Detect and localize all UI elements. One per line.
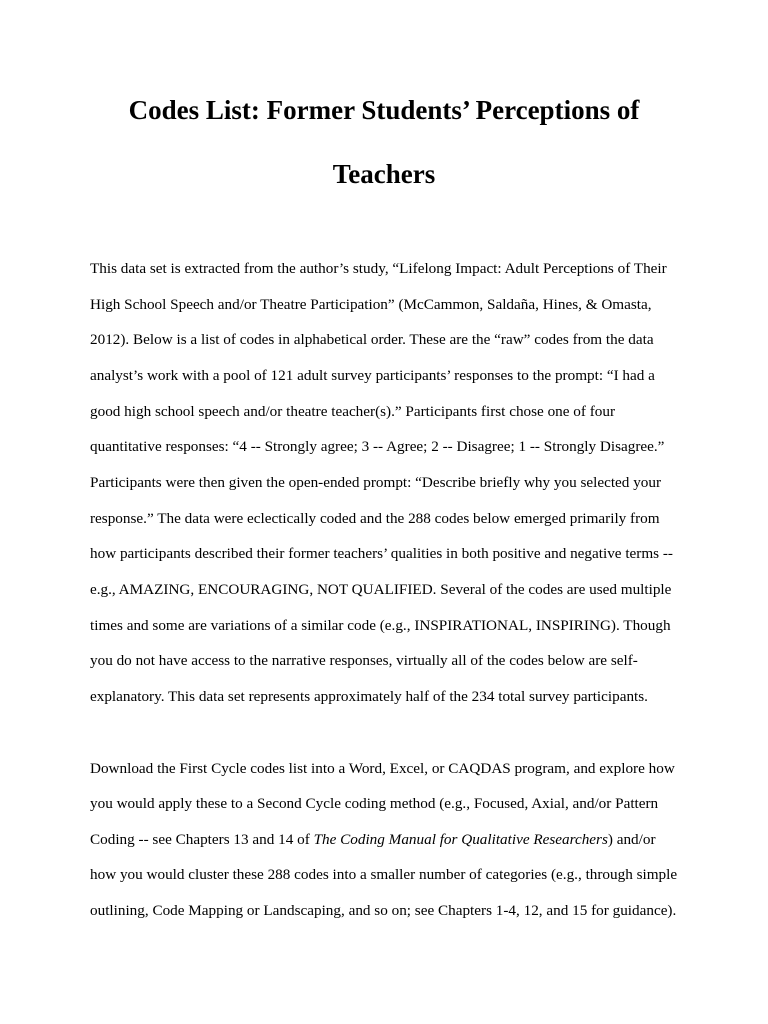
- paragraph-2-line: you would apply these to a Second Cycle coding method (e.g., Focused, Axial, and/or Pattern: [90, 795, 659, 812]
- paragraph-1-line: how participants described their former teachers’ qualities in both positive and negative terms --: [90, 545, 673, 562]
- paragraph-1-line: High School Speech and/or Theatre Participation” (McCammon, Saldaña, Hines, & Omasta,: [90, 296, 652, 313]
- paragraph-2-line: [90, 830, 656, 850]
- paragraph-1-line: quantitative responses: “4 -- Strongly agree; 3 -- Agree; 2 -- Disagree; 1 -- Strongly Disagree.”: [90, 438, 665, 455]
- book-title: The Coding Manual for Qualitative Researchers: [313, 831, 608, 848]
- paragraph-1-line: good high school speech and/or theatre teacher(s).” Participants first chose one of four: [90, 403, 616, 420]
- paragraph-1-line: response.” The data were eclectically coded and the 288 codes below emerged primarily from: [90, 510, 660, 527]
- paragraph-1-line: explanatory. This data set represents approximately half of the 234 total survey participants.: [90, 688, 648, 705]
- page-title-line-1: Codes List: Former Students’ Perceptions of: [128, 95, 640, 125]
- paragraph-2-line: how you would cluster these 288 codes into a smaller number of categories (e.g., through simple: [90, 866, 678, 883]
- paragraph-1-line: 2012). Below is a list of codes in alphabetical order. These are the “raw” codes from the data: [90, 331, 654, 348]
- paragraph-2-text: ) and/or: [607, 831, 656, 848]
- paragraph-2-line: Download the First Cycle codes list into a Word, Excel, or CAQDAS program, and explore how: [90, 760, 675, 777]
- paragraph-1-line: you do not have access to the narrative responses, virtually all of the codes below are self-: [90, 652, 638, 669]
- paragraph-1-line: times and some are variations of a similar code (e.g., INSPIRATIONAL, INSPIRING). Though: [90, 617, 671, 634]
- paragraph-1-line: Participants were then given the open-ended prompt: “Describe briefly why you selected your: [90, 474, 662, 491]
- page-title-line-2: Teachers: [332, 159, 436, 189]
- paragraph-2-text: Coding -- see Chapters 13 and 14 of: [90, 831, 314, 848]
- paragraph-2-line: outlining, Code Mapping or Landscaping, and so on; see Chapters 1-4, 12, and 15 for guidance).: [90, 902, 677, 919]
- paragraph-1-line: This data set is extracted from the author’s study, “Lifelong Impact: Adult Perceptions of Their: [90, 260, 667, 277]
- paragraph-1-line: analyst’s work with a pool of 121 adult survey participants’ responses to the prompt: “I had a: [90, 367, 655, 384]
- paragraph-1-line: e.g., AMAZING, ENCOURAGING, NOT QUALIFIED. Several of the codes are used multiple: [90, 581, 672, 598]
